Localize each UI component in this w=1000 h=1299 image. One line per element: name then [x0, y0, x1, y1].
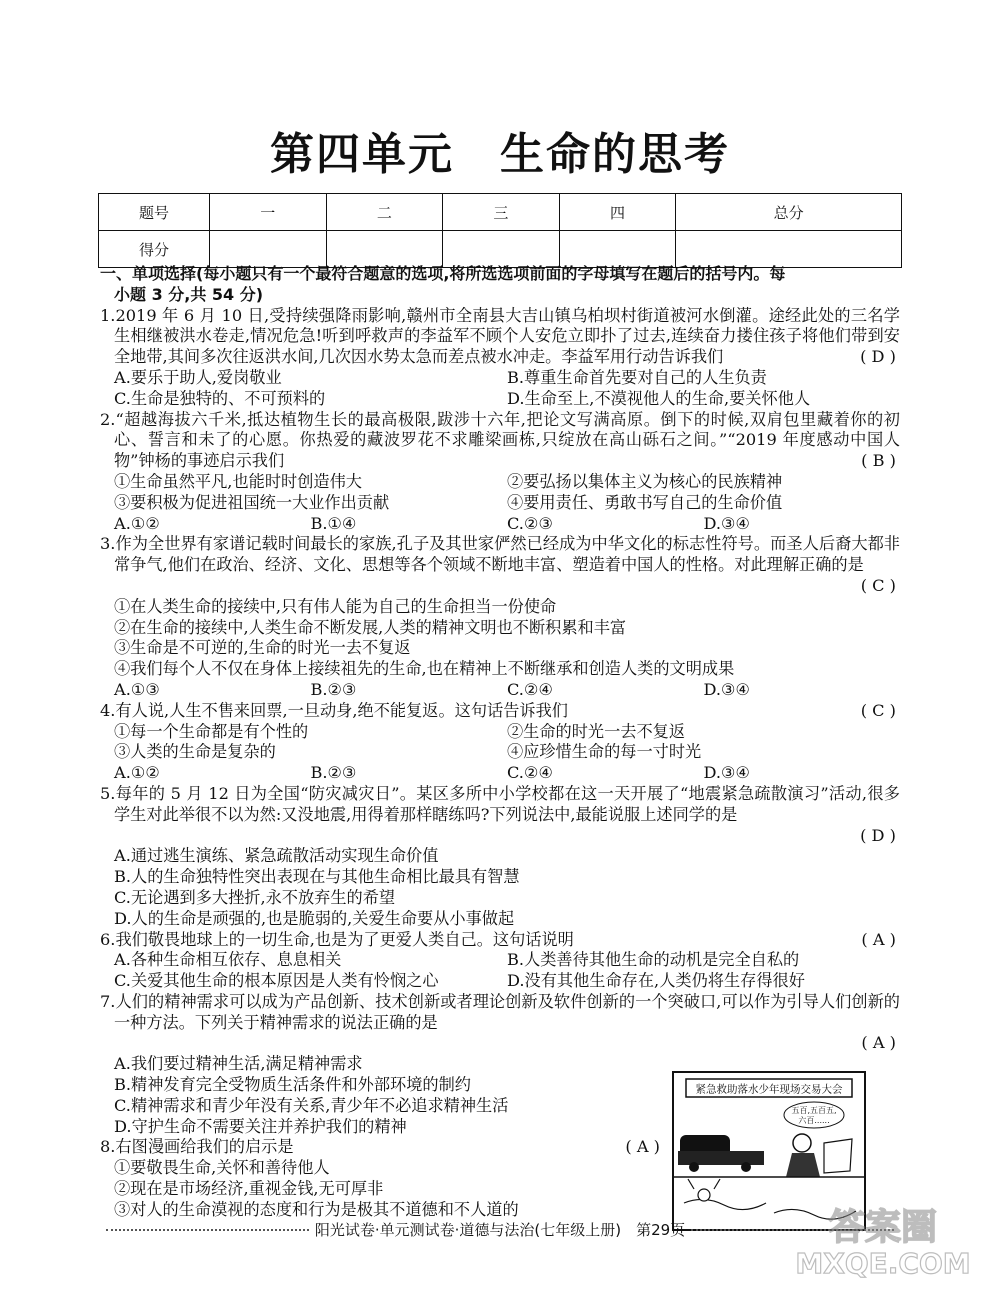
statement: ④应珍惜生命的每一寸时光 — [507, 742, 702, 762]
answer-bracket: ( A ) — [625, 1137, 660, 1157]
footer-dots-left — [106, 1229, 309, 1231]
section-heading — [100, 264, 900, 306]
choice: D.③④ — [703, 679, 751, 699]
page-footer — [100, 1219, 900, 1240]
choice: D.③④ — [703, 513, 751, 533]
figure-body — [786, 1153, 820, 1177]
watermark-text: 答案圈 — [828, 1207, 938, 1248]
choice: D.③④ — [703, 763, 751, 783]
score-cell[interactable] — [326, 231, 443, 268]
score-header-cell: 四 — [559, 194, 676, 231]
question-5 — [100, 784, 900, 930]
option: B.尊重生命首先要对自己的人生负责 — [507, 367, 767, 387]
statement: ④我们每个人不仅在身体上接续祖先的生命,也在精神上不断继承和创造人类的文明成果 — [114, 659, 735, 679]
statement: ④要用责任、勇敢书写自己的生命价值 — [507, 492, 783, 512]
statement: ②在生命的接续中,人类生命不断发展,人类的精神文明也不断积累和丰富 — [114, 617, 627, 637]
stem-text: 4.有人说,人生不售来回票,一旦动身,绝不能复返。这句话告诉我们 — [100, 700, 568, 720]
stem-text: 1.2019 年 6 月 10 日,受持续强降雨影响,赣州市全南县大吉山镇乌柏坝村街道被河水倒灌。途经此处的三名学生相继被洪水卷走,情况危急!听到呼救声的李益军不顾个人安危立即扑了过去,连续奋力搂住孩子将他们带到安全地带,其间多次往返洪水间,几次因水势太急而差点被水冲走。李益军用行动告诉我们 — [100, 305, 900, 367]
score-cell[interactable] — [210, 231, 327, 268]
stem-text: 3.作为全世界有家谱记载时间最长的家族,孔子及其世家俨然已经成为中华文化的标志性符号。而圣人后裔大都非常争气,他们在政治、经济、文化、思想等各个领域不断地丰富、塑造着中国人的性格。对此理解正确的是 — [100, 534, 900, 575]
option: D.人的生命是顽强的,也是脆弱的,关爱生命要从小事做起 — [114, 908, 515, 928]
choice: A.①② — [114, 763, 160, 783]
statements-row — [100, 742, 900, 763]
section-heading-line2: 小题 3 分,共 54 分) — [114, 284, 264, 304]
option: D.生命至上,不漠视他人的生命,要关怀他人 — [507, 388, 811, 408]
score-header-cell: 三 — [443, 194, 560, 231]
car-wheel — [689, 1162, 699, 1172]
option: A.我们要过精神生活,满足精神需求 — [114, 1054, 363, 1074]
score-header-cell: 题号 — [99, 194, 210, 231]
score-header-cell: 二 — [326, 194, 443, 231]
statement: ②现在是市场经济,重视金钱,无可厚非 — [114, 1179, 384, 1199]
statement: ③生命是不可逆的,生命的时光一去不复返 — [114, 638, 411, 658]
answer-bracket: ( B ) — [861, 451, 896, 471]
option: D.没有其他生命存在,人类仍将生存得很好 — [507, 971, 805, 991]
option: B.人类善待其他生命的动机是完全自私的 — [507, 950, 800, 970]
score-cell[interactable] — [443, 231, 560, 268]
option: B.人的生命独特性突出表现在与其他生命相比最具有智慧 — [114, 867, 520, 887]
question-6 — [100, 930, 900, 992]
question-stem — [100, 534, 900, 576]
answer-bracket: ( D ) — [860, 825, 896, 845]
question-stem — [100, 784, 900, 826]
answer-bracket: ( D ) — [860, 347, 896, 367]
choice: C.②④ — [507, 763, 553, 783]
choice: B.②③ — [310, 679, 357, 699]
question-content — [100, 264, 900, 1221]
stem-text: 7.人们的精神需求可以成为产品创新、技术创新或者理论创新及软件创新的一个突破口,可以作为引导人们创新的一种方法。下列关于精神需求的说法正确的是 — [100, 991, 900, 1032]
water-wave — [684, 1200, 766, 1210]
question-stem — [100, 1137, 660, 1158]
car-wheel — [741, 1162, 751, 1172]
watermark-url: MXQE.COM — [795, 1247, 971, 1280]
score-header-cell: 总分 — [676, 194, 902, 231]
question-stem — [100, 992, 900, 1034]
choice: C.②④ — [507, 679, 553, 699]
choice: B.①④ — [310, 513, 357, 533]
answer-bracket: ( A ) — [861, 929, 896, 949]
options-row — [100, 950, 900, 971]
statement: ①在人类生命的接续中,只有伟人能为自己的生命担当一份使命 — [114, 596, 557, 616]
statements-row — [100, 722, 900, 743]
watermark-logo — [788, 1201, 978, 1281]
score-cell[interactable] — [559, 231, 676, 268]
question-1 — [100, 306, 900, 410]
statement: ①要敬畏生命,关怀和善待他人 — [114, 1158, 330, 1178]
question-4 — [100, 701, 900, 784]
car-body — [678, 1151, 764, 1165]
choice: A.①② — [114, 513, 160, 533]
score-table-header-row — [99, 194, 902, 231]
section-heading-line1: 一、单项选择(每小题只有一个最符合题意的选项,将所选选项前面的字母填写在题后的括号内。每 — [100, 264, 786, 283]
speech-bubble-text: 六百...... — [798, 1116, 830, 1126]
figure-sign — [824, 1139, 852, 1173]
drowning-boy-arms — [688, 1179, 720, 1189]
speech-bubble-text: 五百,五百五, — [791, 1106, 837, 1116]
question-2 — [100, 410, 900, 535]
option: C.关爱其他生命的根本原因是人类有怜悯之心 — [114, 971, 439, 991]
option: C.生命是独特的、不可预料的 — [114, 388, 326, 408]
option: C.无论遇到多大挫折,永不放弃生的希望 — [114, 887, 396, 907]
choice: A.①③ — [114, 679, 160, 699]
choices-row — [100, 514, 900, 535]
option: A.通过逃生演练、紧急疏散活动实现生命价值 — [114, 846, 439, 866]
question-3 — [100, 534, 900, 700]
statements-row — [100, 472, 900, 493]
footer-text: 阳光试卷·单元测试卷·道德与法治(七年级上册) 第29页 — [314, 1221, 686, 1239]
score-header-cell: 一 — [210, 194, 327, 231]
statement: ②生命的时光一去不复返 — [507, 721, 686, 741]
statement: ③要积极为促进祖国统一大业作出贡献 — [114, 492, 390, 512]
option: C.精神需求和青少年没有关系,青少年不必追求精神生活 — [114, 1095, 509, 1115]
answer-bracket: ( C ) — [860, 700, 896, 720]
choices-row — [100, 680, 900, 701]
options-row — [100, 368, 900, 389]
stem-text: 5.每年的 5 月 12 日为全国“防灾减灾日”。某区多所中小学校都在这一天开展了“地震紧急疏散演习”活动,很多学生对此举很不以为然:又没地震,用得着那样瞎练吗?下列说法中,最能说服上述同学的是 — [100, 783, 900, 824]
choice: B.②③ — [310, 763, 357, 783]
option: D.守护生命不需要关注并养护我们的精神 — [114, 1116, 407, 1136]
statement: ②要弘扬以集体主义为核心的民族精神 — [507, 471, 783, 491]
options-row — [100, 971, 900, 992]
option: B.精神发育完全受物质生活条件和外部环境的制约 — [114, 1075, 471, 1095]
statements-row — [100, 493, 900, 514]
score-table — [98, 193, 902, 268]
stem-text: 6.我们敬畏地球上的一切生命,也是为了更爱人类自己。这句话说明 — [100, 929, 574, 949]
statement: ③对人的生命漠视的态度和行为是极其不道德和不人道的 — [114, 1199, 519, 1219]
answer-bracket: ( A ) — [861, 1033, 896, 1053]
score-cell[interactable] — [676, 231, 902, 268]
stem-text: 8.右图漫画给我们的启示是 — [100, 1137, 294, 1157]
options-row — [100, 389, 900, 410]
drowning-boy-head — [698, 1189, 710, 1201]
statement: ③人类的生命是复杂的 — [114, 742, 276, 762]
figure-head — [793, 1134, 811, 1152]
score-table-score-row — [99, 231, 902, 268]
stem-text: 2.“超越海拔六千米,抵达植物生长的最高极限,跋涉十六年,把论文写满高原。倒下的时候,双肩包里藏着你的初心、誓言和未了的心愿。你热爱的藏波罗花不求雕梁画栋,只绽放在高山砾石之间。”“2019 年度感动中国人物”钟杨的事迹启示我们 — [100, 409, 900, 471]
page-title: 第四单元 生命的思考 — [270, 129, 730, 180]
cartoon-banner-text: 紧急救助落水少年现场交易大会 — [695, 1083, 843, 1096]
score-row-label: 得分 — [99, 231, 210, 268]
choice: C.②③ — [507, 513, 553, 533]
answer-bracket: ( C ) — [860, 575, 896, 595]
option: A.要乐于助人,爱岗敬业 — [114, 367, 282, 387]
choices-row — [100, 763, 900, 784]
option: A.各种生命相互依存、息息相关 — [114, 950, 342, 970]
statement: ①生命虽然平凡,也能时时创造伟大 — [114, 471, 362, 491]
statement: ①每一个生命都是有个性的 — [114, 721, 309, 741]
